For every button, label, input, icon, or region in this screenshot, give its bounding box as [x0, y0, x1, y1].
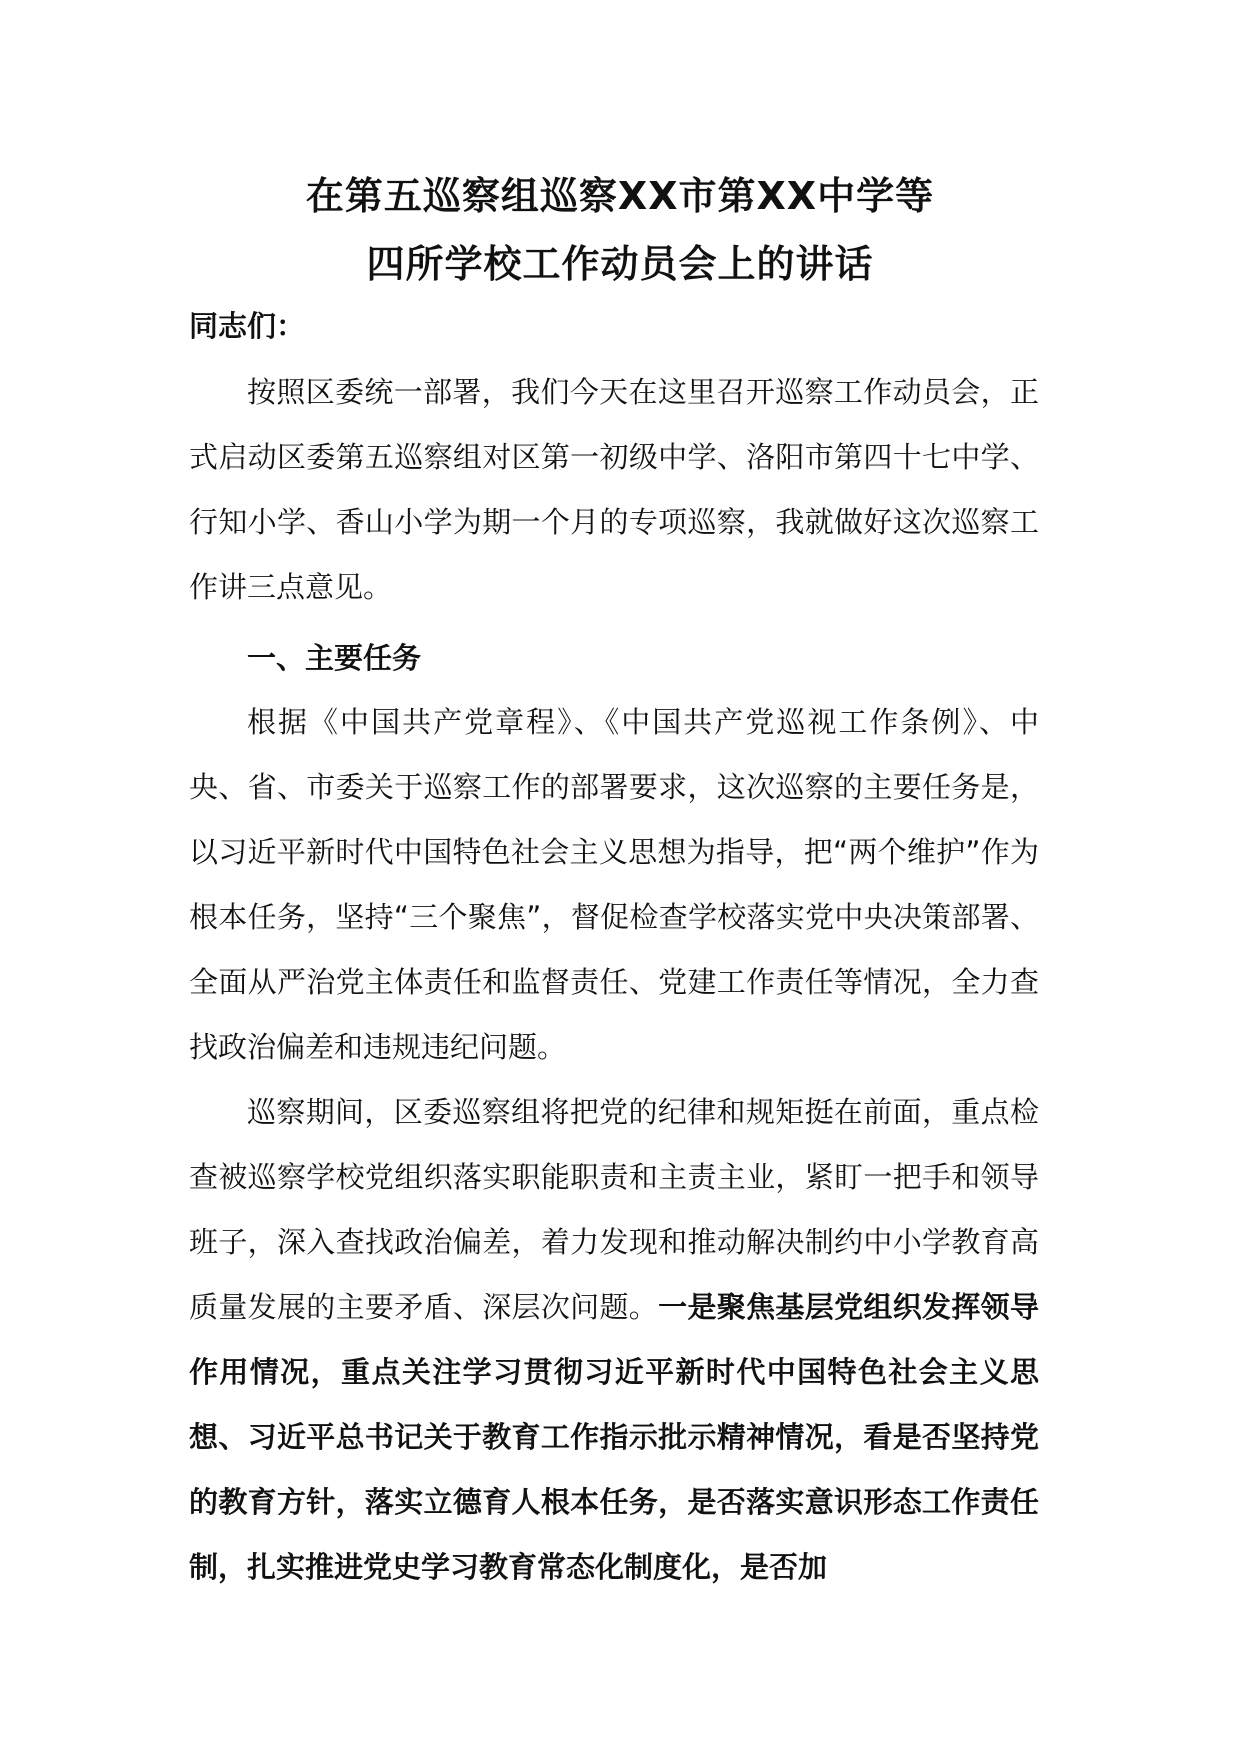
paragraph-inspection-normal-text: 巡察期间，区委巡察组将把党的纪律和规矩挺在前面，重点检查被巡察学校党组织落实职能职责和主责主业，紧盯一把手和领导班子，深入查找政治偏差，着力发现和推动解决制约中小学教育高质量发展的主要矛盾、深层次问题。 — [189, 1095, 1039, 1324]
paragraph-main-tasks: 根据《中国共产党章程》、《中国共产党巡视工作条例》、中央、省、市委关于巡察工作的部署要求，这次巡察的主要任务是，以习近平新时代中国特色社会主义思想为指导，把“两个维护”作为根本任务，坚持“三个聚焦”，督促检查学校落实党中央决策部署、全面从严治党主体责任和监督责任、党建工作责任等情况，全力查找政治偏差和违规违纪问题。 — [189, 705, 1039, 1064]
paragraph-inspection-bold-text: 一是聚焦基层党组织发挥领导作用情况，重点关注学习贯彻习近平新时代中国特色社会主义思想、习近平总书记关于教育工作指示批示精神情况，看是否坚持党的教育方针，落实立德育人根本任务，是否落实意识形态工作责任制，扎实推进党史学习教育常态化制度化，是否加 — [189, 1290, 1039, 1584]
paragraph-intro: 按照区委统一部署，我们今天在这里召开巡察工作动员会，正式启动区委第五巡察组对区第一初级中学、洛阳市第四十七中学、行知小学、香山小学为期一个月的专项巡察，我就做好这次巡察工作讲三点意见。 — [189, 375, 1039, 604]
salutation: 同志们： — [189, 309, 306, 343]
section-heading-main-tasks: 一、主要任务 — [247, 641, 422, 675]
document-title-line-2: 四所学校工作动员会上的讲话 — [366, 242, 874, 286]
document-title-line-1: 在第五巡察组巡察XX市第XX中学等 — [305, 174, 935, 218]
paragraph-inspection-period — [189, 1080, 1039, 1600]
